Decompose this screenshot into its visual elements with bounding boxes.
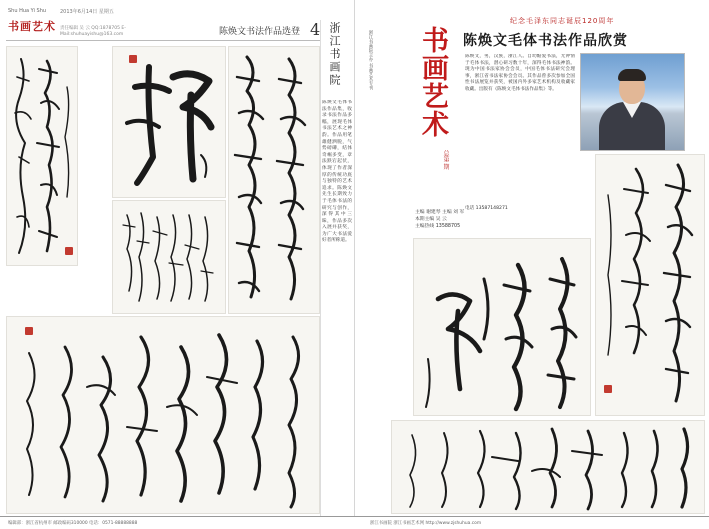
calligraphy-work-2 (112, 46, 226, 198)
newspaper-logo: 书画艺术 (8, 20, 56, 33)
left-header (6, 4, 350, 41)
calligraphy-work-1 (6, 46, 78, 266)
credit-line-2: 本期主编 吴 云 (415, 216, 447, 222)
strip-title: 浙江书画院 (328, 22, 341, 87)
brush-strokes-4 (229, 47, 319, 313)
calligraphy-work-5 (6, 316, 320, 514)
brush-strokes-3 (113, 201, 225, 313)
editorial-credits (415, 210, 464, 230)
portrait-hair (618, 69, 646, 81)
section-title: 陈焕文书法作品选登 (219, 27, 301, 37)
artist-phone: 电话 13587148271 (465, 206, 508, 211)
credit-line-3: 主编热线 13588705 (415, 223, 461, 229)
brush-strokes-5 (7, 317, 319, 513)
calligraphy-work-6 (595, 154, 705, 416)
logo-english: Shu Hua Yi Shu (8, 8, 47, 14)
calligraphy-work-3 (112, 200, 226, 314)
artist-seal-2 (129, 55, 137, 63)
calligraphy-work-7 (413, 238, 591, 416)
commemoration-eyebrow: 纪念毛泽东同志诞辰120周年 (510, 17, 615, 25)
right-page (355, 0, 709, 529)
calligraphy-work-4 (228, 46, 320, 314)
artist-bio: 陈焕文，男，汉族，浙江人。自幼酷爱书法，尤钟情于毛体书法，潜心研习数十年，深得毛体书法神韵。现为中国书法家协会会员，中国毛体书法研究会理事，浙江省书法家协会会员。其作品曾多次参加全国性书法展览并获奖，被国内外多家艺术机构及收藏家收藏。出版有《陈焕文毛体书法作品集》等。 (465, 54, 575, 92)
credit-line-1: 主编 谢建琴 主编 刘 军 (415, 210, 465, 215)
brush-strokes-7 (414, 239, 590, 415)
brush-strokes-8 (392, 421, 704, 513)
artist-portrait (580, 53, 685, 151)
footer-left: 编辑部：浙江省杭州市 邮政编码310000 电话：0571-88888888 (8, 521, 138, 526)
calligraphy-work-8 (391, 420, 705, 514)
vertical-blurb: 浙江书画院主办 书画艺术专刊 (368, 30, 373, 90)
brush-strokes-2 (113, 47, 225, 197)
brush-strokes-6 (596, 155, 704, 415)
artist-seal-1 (65, 247, 73, 255)
issue-label: 总第 期 (442, 150, 449, 170)
brush-strokes-1 (7, 47, 77, 265)
issue-date: 2013年6月14日 星期五 (60, 9, 114, 15)
page-footer (0, 516, 709, 529)
artist-seal-3 (25, 327, 33, 335)
page-number: 4 (310, 20, 321, 39)
masthead-calligraphy: 书画艺术 (417, 26, 448, 138)
artist-seal-4 (604, 385, 612, 393)
left-article: 陈焕文毛体书法作品集，收录书法作品多幅，展现毛体书法艺术之神韵。作品用笔雄健洒脱，气势磅礴，结体奇崛多变，章法跌宕起伏，体现了作者深厚的传统功底与独特的艺术追求。陈焕文先生长期致力于毛体书法的研究与创作，深得其中三昧，作品多次入展并获奖，为广大书法爱好者所称道。 (322, 100, 352, 244)
left-page (0, 0, 354, 529)
main-title: 陈焕文毛体书法作品欣赏 (463, 33, 628, 49)
editor-contact: 责任编辑 吴 云 QQ:1878705 E-Mail:shuhuayishu@163.com (60, 26, 126, 37)
footer-right: 浙江书画院 浙江书画艺术网 http://www.zjshuhua.com (370, 521, 482, 526)
